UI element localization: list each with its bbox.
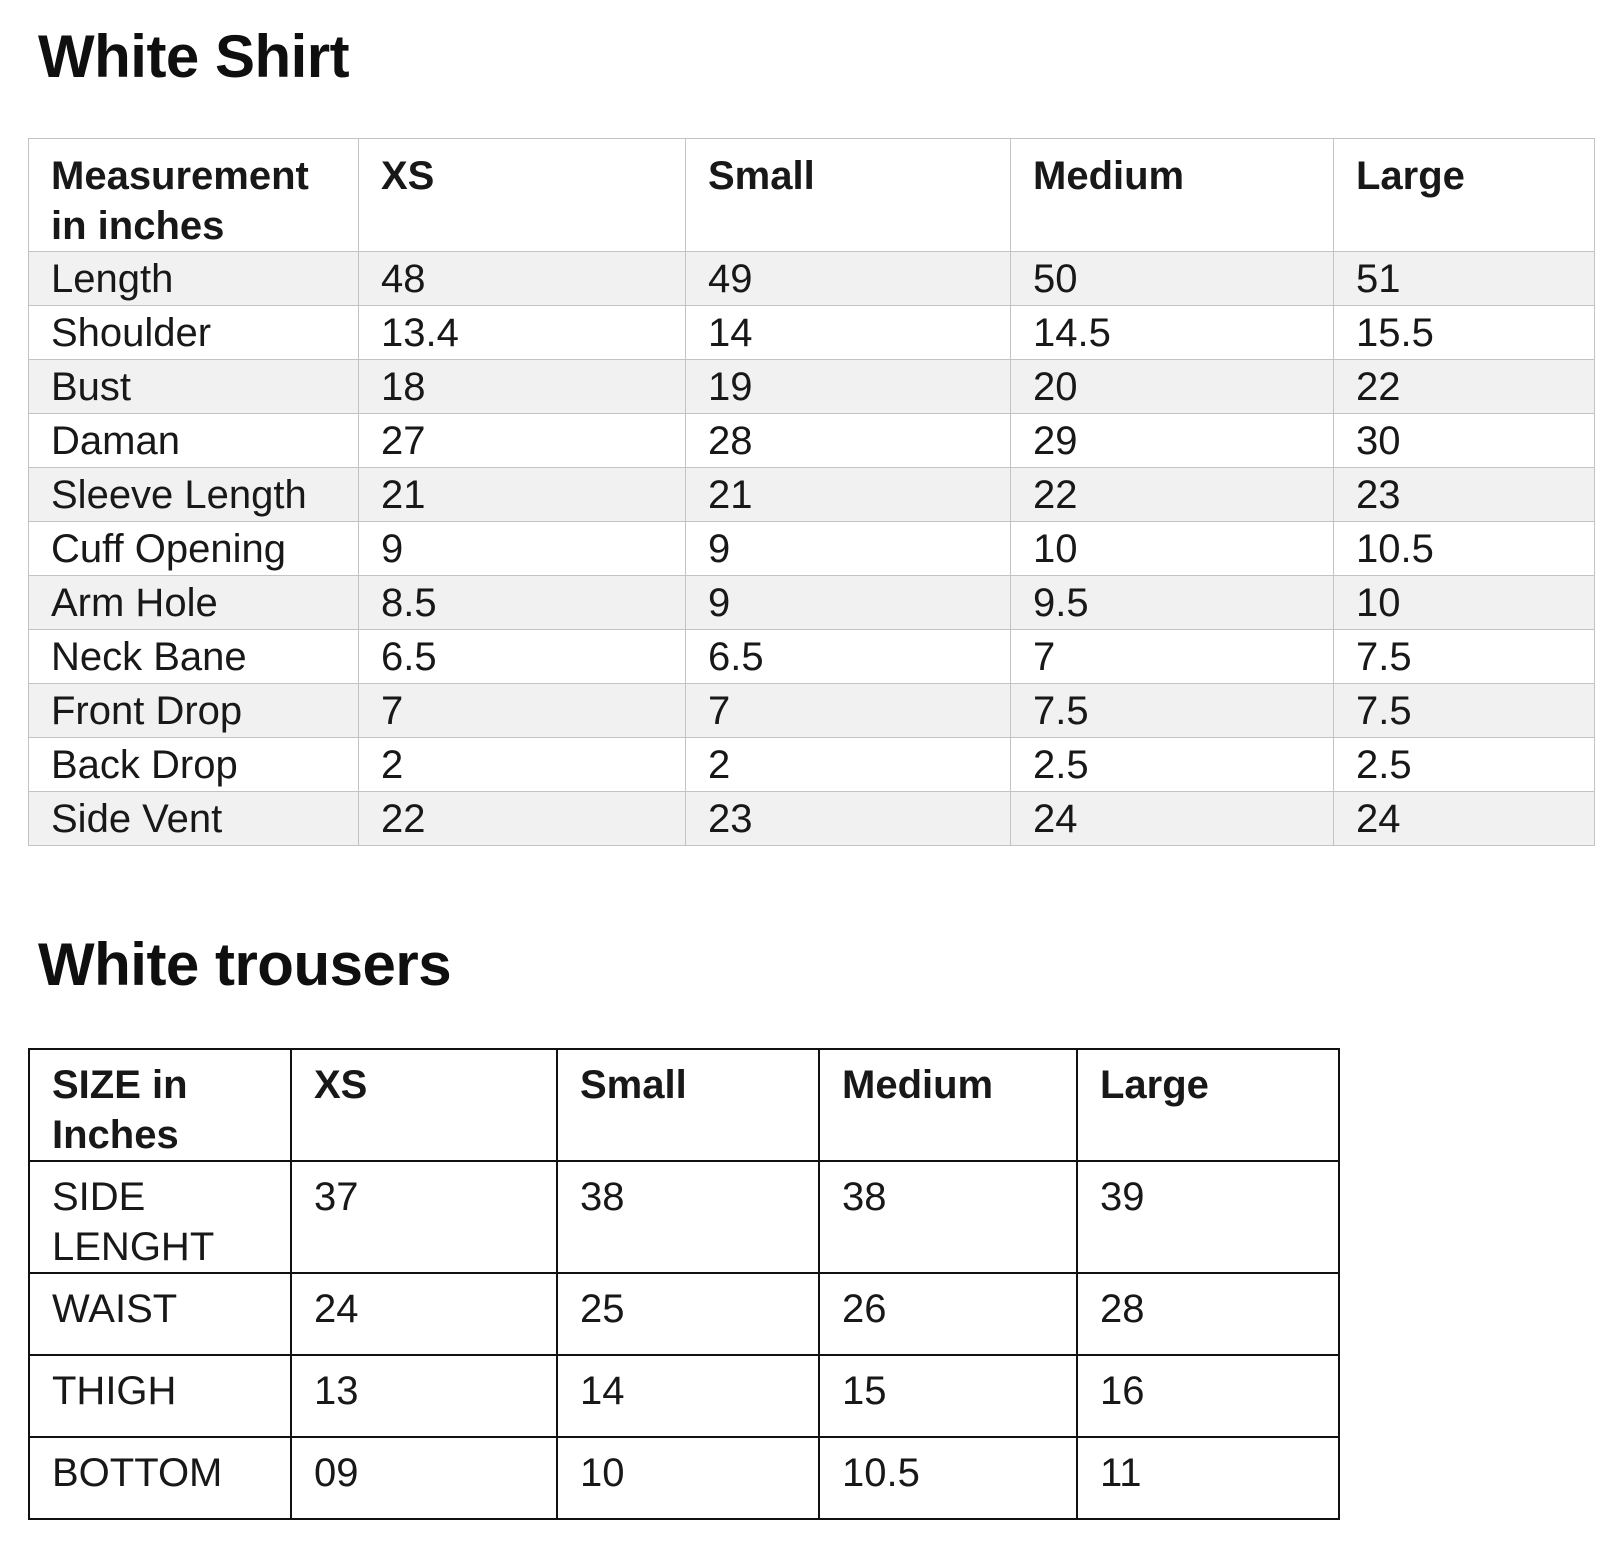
size-cell: 24 <box>1334 792 1595 846</box>
row-label: Bust <box>29 360 359 414</box>
size-cell: 21 <box>359 468 686 522</box>
row-label: WAIST <box>29 1273 291 1355</box>
size-cell: 10.5 <box>1334 522 1595 576</box>
size-cell: 27 <box>359 414 686 468</box>
size-cell: 16 <box>1077 1355 1339 1437</box>
row-label: Neck Bane <box>29 630 359 684</box>
size-cell: 2.5 <box>1011 738 1334 792</box>
size-cell: 51 <box>1334 252 1595 306</box>
size-cell: 14 <box>686 306 1011 360</box>
table-row <box>29 414 1595 468</box>
size-cell: 14 <box>557 1355 819 1437</box>
trousers-table-header-row <box>29 1049 1339 1161</box>
size-cell: 22 <box>359 792 686 846</box>
size-cell: 18 <box>359 360 686 414</box>
size-cell: 37 <box>291 1161 557 1273</box>
size-cell: 22 <box>1334 360 1595 414</box>
size-cell: 10.5 <box>819 1437 1077 1519</box>
table-row <box>29 576 1595 630</box>
table-row <box>29 1437 1339 1519</box>
table-row <box>29 468 1595 522</box>
size-cell: 9 <box>359 522 686 576</box>
row-label: Front Drop <box>29 684 359 738</box>
size-cell: 14.5 <box>1011 306 1334 360</box>
row-label: Sleeve Length <box>29 468 359 522</box>
table-row <box>29 522 1595 576</box>
shirt-col-header-small: Small <box>686 139 1011 252</box>
size-cell: 10 <box>557 1437 819 1519</box>
size-cell: 38 <box>819 1161 1077 1273</box>
size-cell: 15.5 <box>1334 306 1595 360</box>
size-cell: 2 <box>359 738 686 792</box>
size-cell: 38 <box>557 1161 819 1273</box>
row-label: Cuff Opening <box>29 522 359 576</box>
size-cell: 20 <box>1011 360 1334 414</box>
size-cell: 26 <box>819 1273 1077 1355</box>
table-row <box>29 792 1595 846</box>
size-cell: 28 <box>1077 1273 1339 1355</box>
row-label: Back Drop <box>29 738 359 792</box>
size-cell: 2 <box>686 738 1011 792</box>
table-row <box>29 360 1595 414</box>
table-row <box>29 630 1595 684</box>
table-row <box>29 306 1595 360</box>
table-row <box>29 1355 1339 1437</box>
trousers-col-header-small: Small <box>557 1049 819 1161</box>
row-label: Side Vent <box>29 792 359 846</box>
size-cell: 7 <box>359 684 686 738</box>
trousers-col-header-xs: XS <box>291 1049 557 1161</box>
size-cell: 39 <box>1077 1161 1339 1273</box>
shirt-col-header-large: Large <box>1334 139 1595 252</box>
table-row <box>29 684 1595 738</box>
table-row <box>29 1273 1339 1355</box>
row-label: THIGH <box>29 1355 291 1437</box>
shirt-size-table <box>28 138 1595 846</box>
size-cell: 30 <box>1334 414 1595 468</box>
size-cell: 6.5 <box>686 630 1011 684</box>
size-cell: 9.5 <box>1011 576 1334 630</box>
trousers-size-table <box>28 1048 1340 1520</box>
trousers-section-title: White trousers <box>38 931 452 998</box>
size-cell: 19 <box>686 360 1011 414</box>
shirt-table-header-row <box>29 139 1595 252</box>
row-label: Length <box>29 252 359 306</box>
size-cell: 48 <box>359 252 686 306</box>
size-cell: 11 <box>1077 1437 1339 1519</box>
table-row <box>29 252 1595 306</box>
size-cell: 8.5 <box>359 576 686 630</box>
size-cell: 22 <box>1011 468 1334 522</box>
size-cell: 50 <box>1011 252 1334 306</box>
row-label: Daman <box>29 414 359 468</box>
shirt-col-header-medium: Medium <box>1011 139 1334 252</box>
trousers-col-header-size: SIZE in Inches <box>29 1049 291 1161</box>
row-label: Arm Hole <box>29 576 359 630</box>
size-cell: 24 <box>1011 792 1334 846</box>
size-cell: 15 <box>819 1355 1077 1437</box>
size-cell: 7.5 <box>1334 684 1595 738</box>
size-cell: 21 <box>686 468 1011 522</box>
size-cell: 9 <box>686 522 1011 576</box>
size-cell: 49 <box>686 252 1011 306</box>
size-cell: 7 <box>686 684 1011 738</box>
size-cell: 25 <box>557 1273 819 1355</box>
row-label: SIDE LENGHT <box>29 1161 291 1273</box>
shirt-col-header-xs: XS <box>359 139 686 252</box>
trousers-col-header-large: Large <box>1077 1049 1339 1161</box>
size-cell: 7.5 <box>1011 684 1334 738</box>
size-cell: 9 <box>686 576 1011 630</box>
size-cell: 6.5 <box>359 630 686 684</box>
size-cell: 10 <box>1334 576 1595 630</box>
size-cell: 23 <box>1334 468 1595 522</box>
size-cell: 29 <box>1011 414 1334 468</box>
size-cell: 10 <box>1011 522 1334 576</box>
table-row <box>29 738 1595 792</box>
shirt-col-header-measurement: Measurement in inches <box>29 139 359 252</box>
size-cell: 13 <box>291 1355 557 1437</box>
shirt-section-title: White Shirt <box>38 23 350 90</box>
size-cell: 09 <box>291 1437 557 1519</box>
size-cell: 7 <box>1011 630 1334 684</box>
size-cell: 2.5 <box>1334 738 1595 792</box>
size-cell: 7.5 <box>1334 630 1595 684</box>
trousers-col-header-medium: Medium <box>819 1049 1077 1161</box>
size-cell: 24 <box>291 1273 557 1355</box>
row-label: BOTTOM <box>29 1437 291 1519</box>
size-cell: 28 <box>686 414 1011 468</box>
size-cell: 13.4 <box>359 306 686 360</box>
size-cell: 23 <box>686 792 1011 846</box>
table-row <box>29 1161 1339 1273</box>
row-label: Shoulder <box>29 306 359 360</box>
